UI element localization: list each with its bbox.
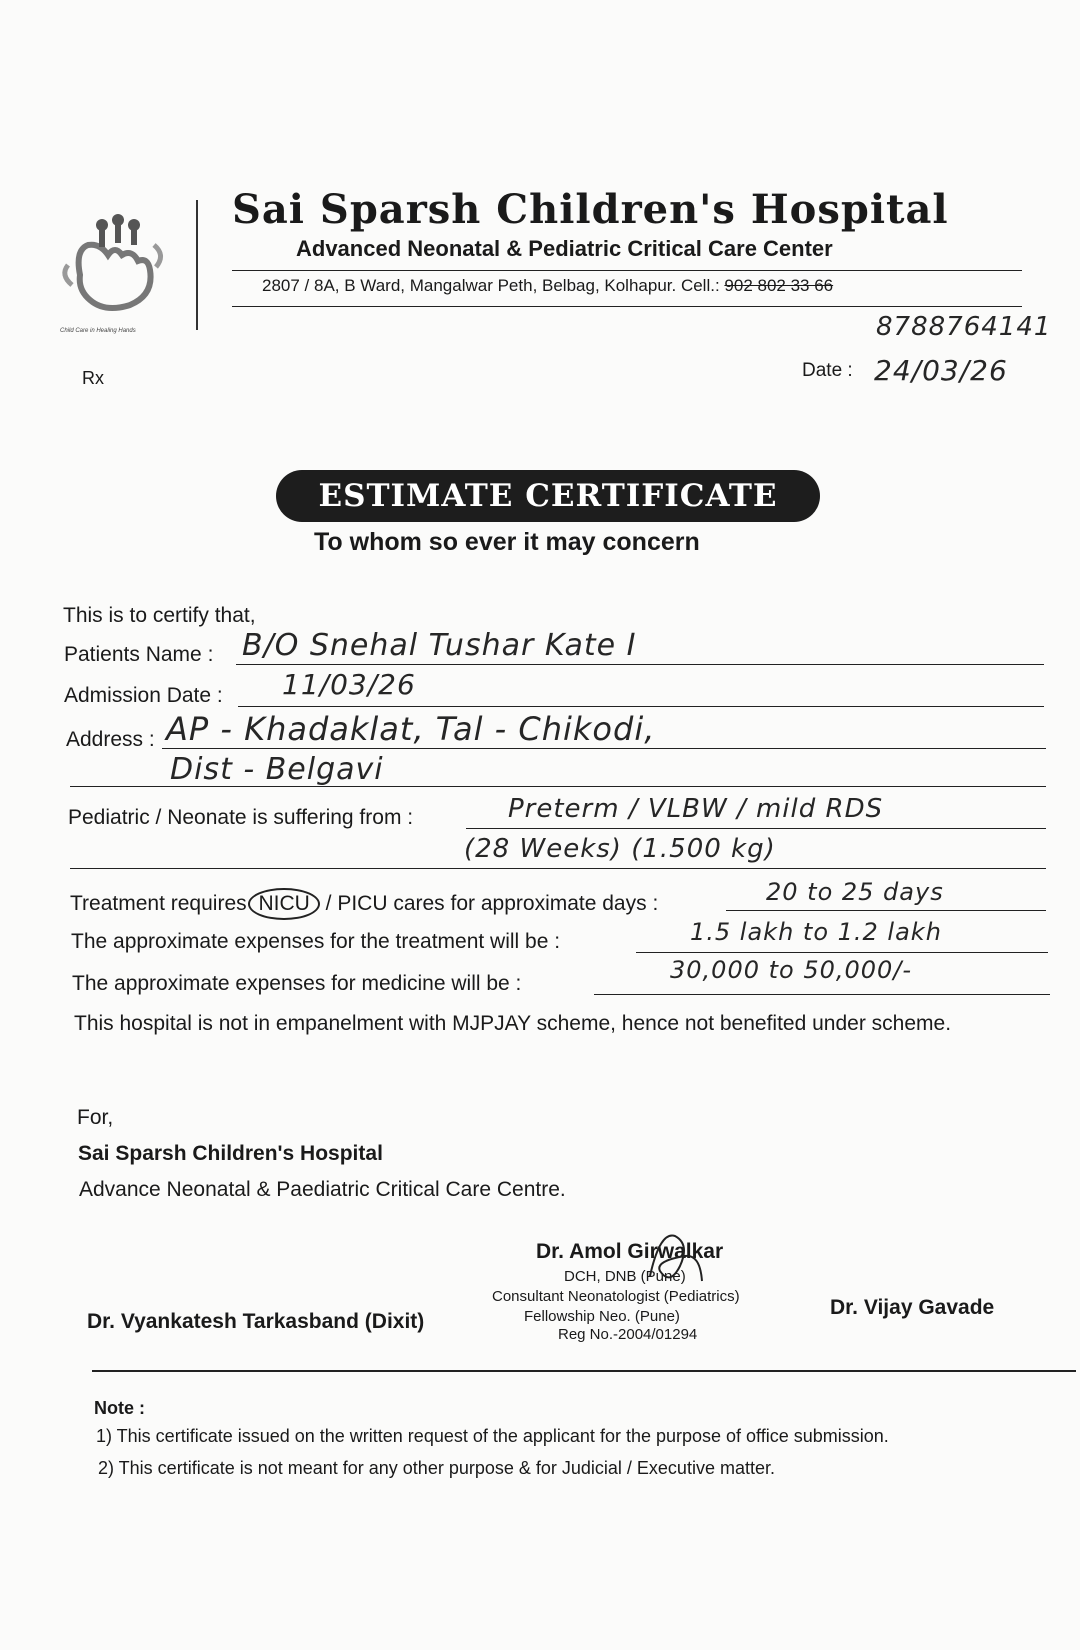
- suffering-label: Pediatric / Neonate is suffering from :: [68, 806, 414, 829]
- patient-name-label: Patients Name :: [64, 643, 214, 666]
- certificate-concern: To whom so ever it may concern: [314, 528, 700, 556]
- suffering-value-2: (28 Weeks) (1.500 kg): [464, 834, 776, 864]
- signature-scribble-icon: [640, 1226, 710, 1296]
- footer-for: For,: [77, 1106, 114, 1129]
- doctor-center-fellowship: Fellowship Neo. (Pune): [524, 1308, 680, 1325]
- hospital-address: [262, 276, 833, 296]
- certificate-title: ESTIMATE CERTIFICATE: [276, 470, 820, 522]
- suffering-value-1: Preterm / VLBW / mild RDS: [508, 794, 884, 824]
- doctor-center-role: Consultant Neonatologist (Pediatrics): [492, 1288, 740, 1305]
- expense-treatment-line: [636, 952, 1048, 953]
- expense-treatment-value: 1.5 lakh to 1.2 lakh: [690, 918, 942, 946]
- doctor-left: Dr. Vyankatesh Tarkasband (Dixit): [87, 1310, 425, 1333]
- footer-centre: Advance Neonatal & Paediatric Critical Care Centre.: [79, 1178, 566, 1201]
- treatment-days-line: [726, 910, 1046, 911]
- hospital-subtitle: Advanced Neonatal & Pediatric Critical Care Center: [296, 236, 833, 261]
- hospital-name: Sai Sparsh Children's Hospital: [232, 186, 949, 233]
- note-2: 2) This certificate is not meant for any other purpose & for Judicial / Executive matter.: [98, 1458, 775, 1478]
- note-label: Note :: [94, 1398, 145, 1418]
- header-rule-top: [232, 270, 1022, 271]
- doctor-center-name: Dr. Amol Girwalkar: [536, 1240, 724, 1263]
- header-rule-bottom: [232, 306, 1022, 307]
- address-line-1: [162, 748, 1046, 749]
- empanelment-note: This hospital is not in empanelment with MJPJAY scheme, hence not benefited under scheme.: [74, 1012, 952, 1035]
- address-text: 2807 / 8A, B Ward, Mangalwar Peth, Belbag, Kolhapur. Cell.:: [262, 276, 725, 295]
- hospital-logo: [50, 205, 170, 325]
- footer-hospital-name: Sai Sparsh Children's Hospital: [78, 1142, 383, 1165]
- treatment-requires: [70, 888, 658, 920]
- expense-medicine-label: The approximate expenses for medicine will be :: [72, 972, 522, 995]
- treatment-label-post: / PICU cares for approximate days :: [325, 892, 659, 915]
- admission-date-label: Admission Date :: [64, 684, 223, 707]
- footer-rule: [92, 1370, 1076, 1372]
- expense-treatment-label: The approximate expenses for the treatment will be :: [71, 930, 561, 953]
- date-value: 24/03/26: [874, 354, 1008, 387]
- expense-medicine-value: 30,000 to 50,000/-: [670, 956, 913, 984]
- hand-logo-icon: [50, 205, 170, 325]
- treatment-nicu: NICU: [248, 888, 319, 920]
- logo-tagline: Child Care in Healing Hands: [60, 328, 136, 334]
- header-divider-vertical: [196, 200, 198, 330]
- admission-date-line: [238, 706, 1044, 707]
- rx-symbol: Rx: [82, 368, 104, 388]
- doctor-right: Dr. Vijay Gavade: [830, 1296, 995, 1319]
- admission-date-value: 11/03/26: [282, 668, 416, 701]
- treatment-days-value: 20 to 25 days: [766, 878, 944, 906]
- note-1: 1) This certificate issued on the written request of the applicant for the purpose of office submission.: [96, 1426, 889, 1446]
- treatment-label-pre: Treatment requires: [70, 892, 247, 915]
- phone-printed: 902 802 33 66: [724, 276, 834, 295]
- patient-name-line: [236, 664, 1044, 665]
- suffering-line-1: [466, 828, 1046, 829]
- doctor-center-degree: DCH, DNB (Pune): [564, 1268, 686, 1285]
- address-label: Address :: [66, 728, 155, 751]
- address-value-2: Dist - Belgavi: [170, 752, 384, 787]
- address-value-1: AP - Khadaklat, Tal - Chikodi,: [166, 710, 656, 748]
- expense-medicine-line: [594, 994, 1050, 995]
- date-label: Date :: [802, 360, 853, 381]
- signature-mark: [640, 1226, 710, 1296]
- patient-name-value: B/O Snehal Tushar Kate I: [242, 628, 637, 663]
- suffering-line-2: [70, 868, 1046, 869]
- doctor-center-reg: Reg No.-2004/01294: [558, 1326, 698, 1343]
- phone-handwritten: 8788764141: [876, 312, 1052, 342]
- certify-intro: This is to certify that,: [63, 604, 256, 627]
